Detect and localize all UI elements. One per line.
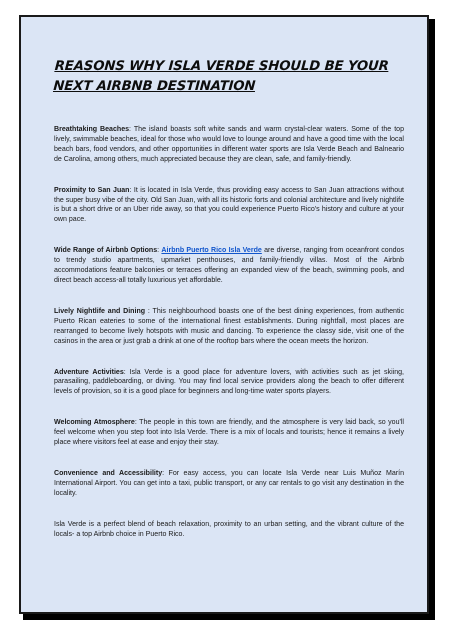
section-heading: Convenience and Accessibility [54, 469, 163, 477]
section-proximity [54, 186, 404, 226]
section-text: : It is located in Isla Verde, thus providing easy access to San Juan attractions without the super busy vibe of the city. Old San Juan, with all its historic forts and colonial architecture and lively nightlife is but a short drive or an Uber ride away, so that you could experience Puerto Rico's history and culture at your own pace. [54, 186, 404, 224]
section-heading: Adventure Activities [54, 368, 124, 376]
section-beaches [54, 125, 404, 165]
section-heading: Lively Nightlife and Dining [54, 307, 146, 315]
section-heading: Breathtaking Beaches [54, 126, 130, 133]
section-text-before-link: : [157, 247, 162, 255]
section-text: : The island boasts soft white sands and warm crystal-clear waters. Some of the top lively, swimmable beaches, ideal for those who would love to lounge around and have a good time with the local beach bars, food vendors, and other opportunities in different water sports are Isla Verde Beach and Balneario de Carolina, among others, much appreciated because they are clean, safe, and family-friendly. [54, 126, 404, 163]
airbnb-isla-verde-link[interactable]: Airbnb Puerto Rico Isla Verde [161, 247, 262, 255]
document-title: REASONS WHY ISLA VERDE SHOULD BE YOUR NEXT AIRBNB DESTINATION [52, 59, 390, 94]
section-text: : The people in this town are friendly, and the atmosphere is very laid back, so you'll feel welcome when you step foot into Isla Verde. There is a mix of locals and tourists; hence it remains a lively place where visitors feel at ease and enjoy their stay. [54, 419, 404, 447]
section-heading: Proximity to San Juan [54, 186, 130, 194]
conclusion-paragraph: Isla Verde is a perfect blend of beach relaxation, proximity to an urban setting, and the vibrant culture of the locals- a top Airbnb choice in Puerto Rico. [54, 520, 404, 538]
section-heading: Welcoming Atmosphere [54, 419, 135, 427]
section-text: : This neighbourhood boasts one of the best dining experiences, from authentic Puerto Rican eateries to some of the international finest establishments. During nightfall, most places are rearranged to become lively hotspots with music and dancing. To experience the classy side, visit one of the casinos in the area or just grab a drink at one of the rooftop bars where the ocean meets the horizon. [54, 307, 404, 345]
section-nightlife [54, 307, 404, 347]
section-adventure [54, 368, 404, 398]
section-text: : For easy access, you can locate Isla Verde near Luis Muñoz Marín International Airport. You can get into a taxi, public transport, or any car rentals to go visit any destination in the locality. [54, 469, 404, 497]
section-convenience [54, 469, 404, 499]
section-heading: Wide Range of Airbnb Options [54, 247, 158, 255]
document-content [35, 33, 404, 539]
section-airbnb-options [54, 246, 404, 286]
section-text: are diverse, ranging from oceanfront condos to trendy studio apartments, upmarket penthouses, and family-friendly villas. Most of the Airbnb accommodations feature balconies or terraces offering an expanded view of the beach, swimming pools, and direct beach access-all totally luxurious yet affordable. [54, 247, 405, 284]
section-atmosphere [54, 418, 404, 448]
section-text: : Isla Verde is a good place for adventure lovers, with activities such as jet skiing, parasailing, paddleboarding, or diving. You may find local service providers along the beach to offer different levels of provision, so it is a good place for beginners and long-time water sports players. [54, 368, 404, 396]
